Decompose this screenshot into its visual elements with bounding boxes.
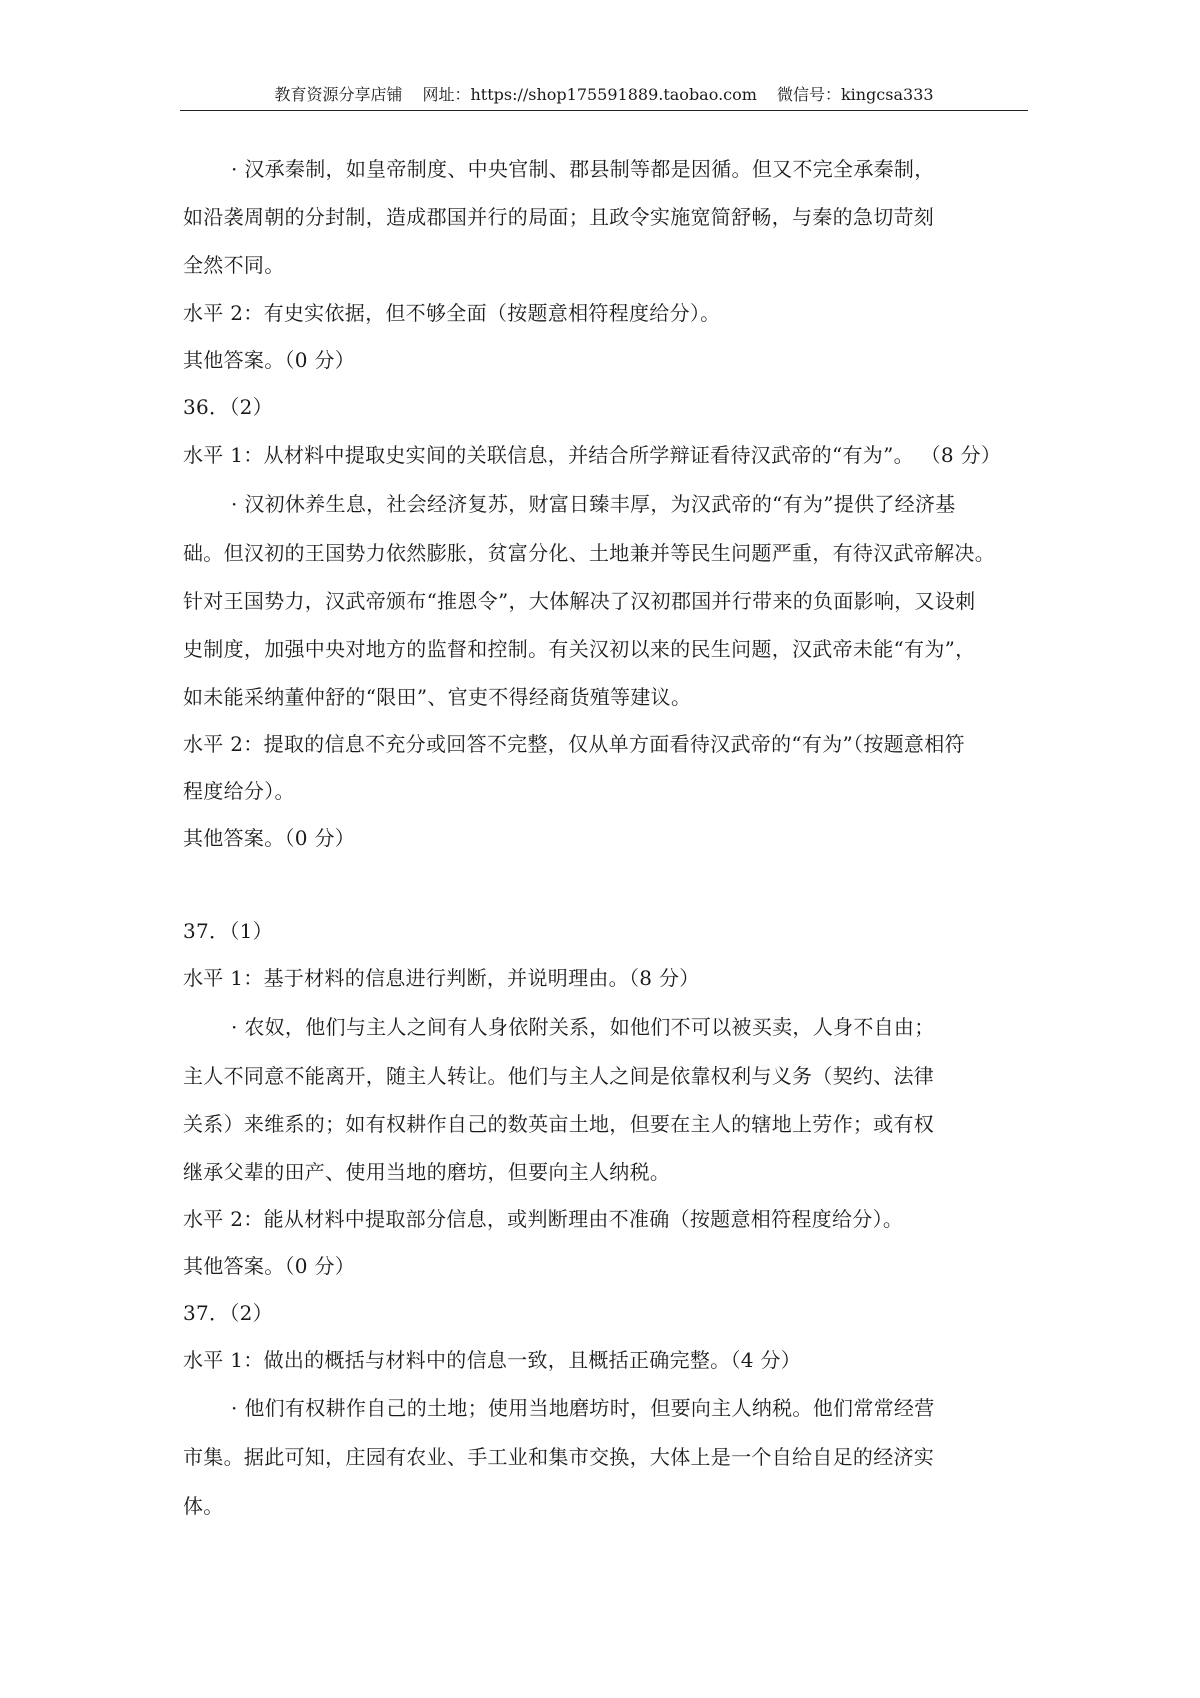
text-line: 水平 2：有史实依据，但不够全面（按题意相符程度给分）。 <box>183 301 721 325</box>
question-number: 36．（2） <box>183 395 273 419</box>
page-header <box>180 84 1028 106</box>
text-line: 其他答案。（0 分） <box>183 348 356 372</box>
text-line: 关系）来维系的；如有权耕作自己的数英亩土地，但要在主人的辖地上劳作；或有权 <box>183 1112 935 1136</box>
text-line: 市集。据此可知，庄园有农业、手工业和集市交换，大体上是一个自给自足的经济实 <box>183 1445 935 1469</box>
text-line: 史制度，加强中央对地方的监督和控制。有关汉初以来的民生问题，汉武帝未能“有为”， <box>183 637 976 661</box>
text-line: 水平 2：能从材料中提取部分信息，或判断理由不准确（按题意相符程度给分）。 <box>183 1207 904 1231</box>
text-line: 继承父辈的田产、使用当地的磨坊，但要向主人纳税。 <box>183 1160 671 1184</box>
text-line: 主人不同意不能离开，随主人转让。他们与主人之间是依靠权利与义务（契约、法律 <box>183 1064 935 1088</box>
text-line: 全然不同。 <box>183 253 285 277</box>
text-line: 程度给分）。 <box>183 779 295 803</box>
header-wechat: 微信号：kingcsa333 <box>776 85 934 104</box>
text-line: 体。 <box>183 1494 224 1518</box>
text-line: 水平 1：做出的概括与材料中的信息一致，且概括正确完整。（4 分） <box>183 1348 802 1372</box>
question-number: 37．（1） <box>183 919 273 943</box>
text-line: · 他们有权耕作自己的土地；使用当地磨坊时，但要向主人纳税。他们常常经营 <box>231 1396 935 1420</box>
header-website: 网址：https://shop175591889.taobao.com <box>422 85 757 104</box>
text-line: · 农奴，他们与主人之间有人身依附关系，如他们不可以被买卖，人身不自由； <box>231 1015 935 1039</box>
text-line: 其他答案。（0 分） <box>183 1254 356 1278</box>
text-line: · 汉承秦制，如皇帝制度、中央官制、郡县制等都是因循。但又不完全承秦制， <box>231 157 935 181</box>
text-line: 针对王国势力，汉武帝颁布“推恩令”，大体解决了汉初郡国并行带来的负面影响，又设刺 <box>183 589 976 613</box>
header-rule <box>180 110 1028 111</box>
text-line: 水平 2：提取的信息不充分或回答不完整，仅从单方面看待汉武帝的“有为”（按题意相符 <box>183 732 965 756</box>
text-line: 水平 1：从材料中提取史实间的关联信息，并结合所学辩证看待汉武帝的“有为”。 （8 分） <box>183 443 1002 467</box>
text-line: 如沿袭周朝的分封制，造成郡国并行的局面；且政令实施宽简舒畅，与秦的急切苛刻 <box>183 205 935 229</box>
text-line: 其他答案。（0 分） <box>183 826 356 850</box>
text-line: 水平 1：基于材料的信息进行判断，并说明理由。（8 分） <box>183 966 700 990</box>
text-line: 础。但汉初的王国势力依然膨胀，贫富分化、土地兼并等民生问题严重，有待汉武帝解决。 <box>183 541 995 565</box>
header-shop-name: 教育资源分享店铺 <box>274 85 403 104</box>
text-line: · 汉初休养生息，社会经济复苏，财富日臻丰厚，为汉武帝的“有为”提供了经济基 <box>231 492 956 516</box>
question-number: 37．（2） <box>183 1301 273 1325</box>
text-line: 如未能采纳董仲舒的“限田”、官吏不得经商货殖等建议。 <box>183 685 692 709</box>
